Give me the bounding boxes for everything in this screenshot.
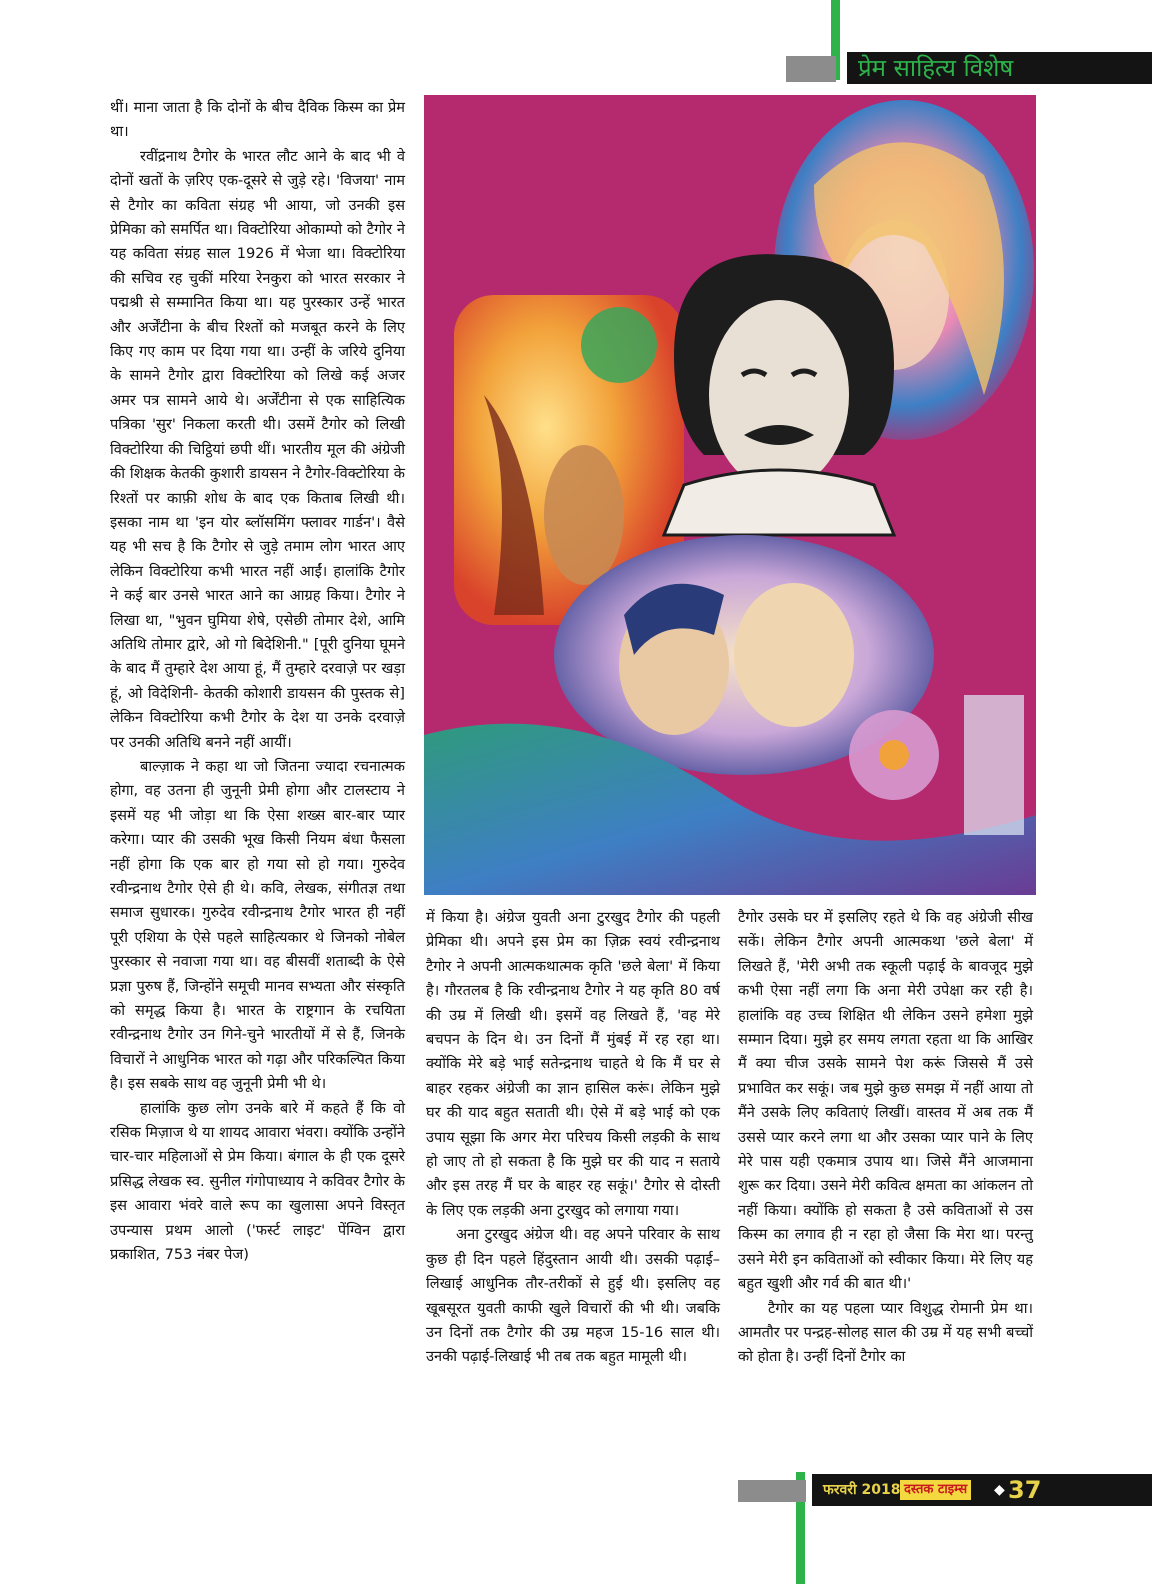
article-column-2 [426, 906, 720, 1370]
green-sun [581, 307, 657, 383]
article-column-3 [738, 906, 1033, 1370]
article-paragraph: टैगोर का यह पहला प्यार विशुद्ध रोमानी प्रेम था। आमतौर पर पन्द्रह-सोलह साल की उम्र में यह सभी बच्चों को होता है। उन्हीं दिनों टैगोर का [738, 1299, 1033, 1366]
waterfall [964, 695, 1024, 835]
article-paragraph: रवींद्रनाथ टैगोर के भारत लौट आने के बाद भी वे दोनों खतों के ज़रिए एक-दूसरे से जुड़े रहे। 'विजया' नाम से टैगोर का कविता संग्रह भी आया, जो उनकी इस प्रेमिका को समर्पित था। विक्टोरिया ओकाम्पो को टैगोर ने यह कविता संग्रह साल 1926 में भेजा था। विक्टोरिया की सचिव रह चुकीं मरिया रेनकुरा को भारत सरकार ने पद्मश्री से सम्मानित किया था। यह पुरस्कार उन्हें भारत और अर्जेंटीना के बीच रिश्तों को मजबूत करने के लिए किए गए काम पर दिया गया था। उन्हीं के जरिये दुनिया के सामने टैगोर द्वारा विक्टोरिया को लिखे कई अजर अमर पत्र सामने आये थे। अर्जेंटीना से एक साहित्यिक पत्रिका 'सुर' निकला करती थी। उसमें टैगोर को लिखी विक्टोरिया की चिट्ठियां छपी थीं। भारतीय मूल की अंग्रेजी की शिक्षक केतकी कुशारी डायसन ने टैगोर-विक्टोरिया के रिश्तों पर काफ़ी शोध के बाद एक किताब लिखी थी। इसका नाम था 'इन योर ब्लॉसमिंग फ्लावर गार्डन'। वैसे यह भी सच है कि टैगोर से जुड़े तमाम लोग भारत आए लेकिन विक्टोरिया कभी भारत नहीं आईं। हालांकि टैगोर ने कई बार उनसे भारत आने का आग्रह किया। टैगोर ने लिखा था, "भुवन घुमिया शेषे, एसेछी तोमार देशे, आमि अतिथि तोमार द्वारे, ओ गो बिदेशिनी." [पूरी दुनिया घूमने के बाद मैं तुम्हारे देश आया हूं, मैं तुम्हारे दरवाज़े पर खड़ा हूं, ओ विदेशिनी- केतकी कोशारी डायसन की पुस्तक से] लेकिन विक्टोरिया कभी टैगोर के देश या उनके दरवाज़े पर उनकी अतिथि बनने नहीं आयीं। [110, 147, 405, 751]
article-paragraph: थीं। माना जाता है कि दोनों के बीच दैविक किस्म का प्रेम था। [110, 99, 405, 141]
tagore-face [709, 300, 849, 490]
article-column-1 [110, 96, 405, 1268]
page-number: 37 [1008, 1476, 1042, 1504]
lotus-center [879, 740, 909, 770]
tagore-shirt [664, 470, 894, 535]
tagore-collage-artwork [424, 95, 1036, 895]
header-gray-block [786, 56, 836, 82]
couple-figure [544, 445, 624, 585]
article-paragraph: में किया है। अंग्रेज युवती अना टुरखुद टैगोर की पहली प्रेमिका थी। अपने इस प्रेम का ज़िक्र स्वयं रवीन्द्रनाथ टैगोर ने अपनी आत्मकथात्मक कृति 'छले बेला' में किया है। गौरतलब है कि रवीन्द्रनाथ टैगोर ने यह कृति 80 वर्ष की उम्र में लिखी थी। इसमें वह लिखते हैं, 'वह मेरे बचपन के दिन थे। उन दिनों मैं मुंबई में रह रहा था। क्योंकि मेरे बड़े भाई सतेन्द्रनाथ चाहते थे कि मैं घर से बाहर रहकर अंग्रेजी का ज्ञान हासिल करूं। लेकिन मुझे घर की याद बहुत सताती थी। ऐसे में बड़े भाई को एक उपाय सूझा कि अगर मेरा परिचय किसी लड़की के साथ हो जाए तो हो सकता है कि मुझे घर की याद न सताये और इस तरह मैं घर के बाहर रह सकूं।' टैगोर से दोस्ती के लिए एक लड़की अना टुरखुद को लगाया गया। [426, 909, 720, 1219]
issue-date: फरवरी 2018 [823, 1482, 901, 1498]
article-paragraph: टैगोर उसके घर में इसलिए रहते थे कि वह अंग्रेजी सीख सकें। लेकिन टैगोर अपनी आत्मकथा 'छले बेला' में लिखते हैं, 'मेरी अभी तक स्कूली पढ़ाई के बावजूद मुझे कभी ऐसा नहीं लगा कि अना मेरी उपेक्षा कर रही है। हालांकि वह उच्च शिक्षित थी लेकिन उसने हमेशा मुझे सम्मान दिया। मुझे हर समय लगता रहता था कि आखिर मैं क्या चीज उसके सामने पेश करूं जिससे मैं उसे प्रभावित कर सकूं। जब मुझे कुछ समझ में नहीं आया तो मैंने उसके लिए कविताएं लिखीं। वास्तव में अब तक मैं उससे प्यार करने लगा था और उसका प्यार पाने के लिए मेरे पास यही एकमात्र उपाय था। जिसे मैंने आजमाना शुरू कर दिया। उसने मेरी कवित्व क्षमता का आंकलन तो नहीं किया। क्योंकि हो सकता है उसे कविताओं से उस किस्म का लगाव ही न रहा हो जैसा कि मेरा था। परन्तु उसने मेरी इन कविताओं को स्वीकार किया। मेरे लिए यह बहुत खुशी और गर्व की बात थी।' [738, 909, 1033, 1293]
article-paragraph: अना टुरखुद अंग्रेज थी। वह अपने परिवार के साथ कुछ ही दिन पहले हिंदुस्तान आयी थी। उसकी पढ़ाई–लिखाई आधुनिक तौर-तरीकों से हुई थी। इसलिए वह खूबसूरत युवती काफी खुले विचारों की भी थी। जबकि उन दिनों तक टैगोर की उम्र महज 15-16 साल थी। उनकी पढ़ाई-लिखाई भी तब तक बहुत मामूली थी। [426, 1226, 720, 1366]
woman-face-kiss [734, 583, 854, 727]
section-title: प्रेम साहित्य विशेष [858, 54, 1014, 82]
footer-gray-block [738, 1480, 806, 1502]
article-paragraph: हालांकि कुछ लोग उनके बारे में कहते हैं कि वो रसिक मिज़ाज थे या शायद आवारा भंवरा। क्योंकि उन्होंने चार-चार महिलाओं से प्रेम किया। बंगाल के ही एक दूसरे प्रसिद्ध लेखक स्व. सुनील गंगोपाध्याय ने कविवर टैगोर के इस आवारा भंवरे वाले रूप का खुलासा अपने विस्तृत उपन्यास प्रथम आलो ('फर्स्ट लाइट' पेंग्विन द्वारा प्रकाशित, 753 नंबर पेज) [110, 1099, 405, 1264]
magazine-logo: दस्तक टाइम्स [900, 1480, 971, 1500]
article-paragraph: बाल्ज़ाक ने कहा था जो जितना ज्यादा रचनात्मक होगा, वह उतना ही जुनूनी प्रेमी होगा और टालस्टाय ने इसमें यह भी जोड़ा था कि ऐसा शख्स बार-बार प्यार करेगा। प्यार की उसकी भूख किसी नियम बंधा फैसला नहीं होगा कि एक बार हो गया सो हो गया। गुरुदेव रवीन्द्रनाथ टैगोर ऐसे ही थे। कवि, लेखक, संगीतज्ञ तथा समाज सुधारक। गुरुदेव रवीन्द्रनाथ टैगोर भारत ही नहीं पूरी एशिया के ऐसे पहले साहित्यकार थे जिनको नोबेल पुरस्कार से नवाजा गया था। वह बीसवीं शताब्दी के ऐसे प्रज्ञा पुरुष हैं, जिन्होंने समूची मानव सभ्यता और संस्कृति को समृद्ध किया है। भारत के राष्ट्रगान के रचयिता रवीन्द्रनाथ टैगोर उन गिने-चुने भारतीयों में से हैं, जिनके विचारों ने आधुनिक भारत को गढ़ा और परिकल्पित किया है। इस सबके साथ वह जुनूनी प्रेमी भी थे। [110, 757, 405, 1093]
footer-separator: ◆ [994, 1482, 1005, 1498]
